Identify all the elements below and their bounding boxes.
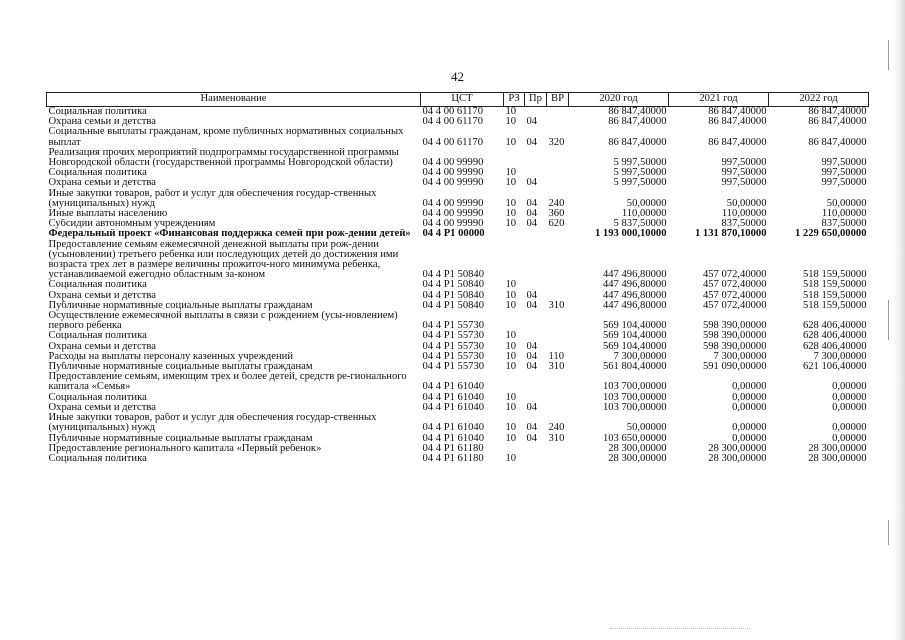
cell-year-2021: 0,00000: [732, 392, 767, 403]
cell-name: Публичные нормативные социальные выплаты гражданам: [48, 300, 313, 311]
cell-name: Предоставление семьям, имеющим трех и более детей, средств ре-гионального капитала «Семья»: [48, 372, 407, 393]
cell-cst: 04 4 00 99990: [422, 219, 484, 230]
table-row: [47, 311, 869, 331]
cell-pr: 04: [526, 178, 538, 189]
cell-name: Охрана семьи и детства: [48, 117, 156, 128]
cell-year-2022: 86 847,40000: [808, 136, 867, 148]
cell-vr: [547, 311, 569, 331]
cell-cst: 04 4 P1 00000: [422, 229, 485, 240]
cell-year-2021: 0,00000: [732, 381, 767, 393]
header-vr: ВР: [547, 93, 569, 107]
cell-vr: [547, 148, 569, 168]
cell-cst: 04 4 00 99990: [422, 168, 484, 179]
table-header: [47, 93, 869, 107]
cell-year-2021: 997,50000: [721, 168, 767, 179]
cell-year-2021: 598 390,00000: [702, 320, 767, 332]
scan-mark: [888, 40, 889, 70]
cell-name: Иные закупки товаров, работ и услуг для обеспечения государ-ственных (муниципальных) нужд: [48, 413, 377, 434]
cell-vr: 310: [548, 300, 565, 311]
cell-vr: 310: [548, 433, 565, 444]
cell-name: Социальная политика: [48, 106, 147, 117]
cell-pr: [525, 229, 547, 239]
cell-year-2021: 457 072,40000: [702, 280, 767, 291]
cell-name: Социальная политика: [48, 331, 147, 342]
cell-vr: 110: [548, 351, 564, 362]
table-row: [47, 280, 869, 290]
cell-cst: 04 4 P1 50840: [422, 280, 485, 291]
table-row: [47, 189, 869, 209]
cell-year-2022: 628 406,40000: [802, 341, 867, 352]
table-row: [47, 291, 869, 301]
cell-cst: 04 4 P1 61040: [422, 381, 485, 393]
table-row: [47, 372, 869, 392]
cell-vr: 360: [548, 209, 565, 220]
cell-year-2020: 447 496,80000: [602, 290, 667, 301]
cell-name: Охрана семьи и детства: [48, 402, 156, 413]
cell-year-2020: 5 997,50000: [613, 178, 667, 189]
cell-pr: 04: [526, 290, 538, 301]
page-number: 42: [451, 69, 464, 84]
cell-vr: [547, 372, 569, 392]
cell-year-2020: 569 104,40000: [602, 320, 667, 332]
cell-year-2022: 7 300,00000: [813, 351, 867, 362]
cell-year-2020: 103 700,00000: [602, 402, 667, 413]
cell-vr: 240: [548, 197, 565, 209]
cell-year-2021: 457 072,40000: [702, 290, 767, 301]
budget-table: [46, 92, 869, 464]
cell-year-2022: 518 159,50000: [802, 280, 867, 291]
cell-name: Социальные выплаты гражданам, кроме публичных нормативных социальных выплат: [48, 127, 404, 148]
cell-rz: 10: [505, 136, 517, 148]
cell-year-2022: 0,00000: [832, 402, 867, 413]
cell-year-2022: 518 159,50000: [802, 290, 867, 301]
cell-pr: [525, 240, 547, 281]
cell-cst: 04 4 00 99990: [422, 157, 484, 169]
cell-year-2022: 518 159,50000: [802, 269, 867, 281]
cell-name: Социальная политика: [48, 280, 147, 291]
cell-cst: 04 4 00 61170: [422, 117, 484, 128]
header-2021: 2021 год: [669, 93, 769, 107]
scan-edge-shadow: [891, 0, 905, 640]
cell-year-2022: 0,00000: [832, 433, 867, 444]
cell-year-2020: 447 496,80000: [602, 269, 667, 281]
cell-cst: 04 4 00 99990: [422, 209, 484, 220]
cell-cst: 04 4 00 61170: [422, 136, 484, 148]
cell-year-2022: 837,50000: [821, 219, 867, 230]
cell-year-2020: 5 837,50000: [613, 219, 667, 230]
cell-year-2022: 0,00000: [832, 381, 867, 393]
cell-year-2021: 0,00000: [732, 433, 767, 444]
cell-pr: 04: [526, 117, 538, 128]
cell-year-2021: 1 131 870,10000: [694, 229, 767, 240]
cell-cst: 04 4 00 99990: [422, 178, 484, 189]
cell-pr: [525, 168, 547, 178]
cell-year-2021: 86 847,40000: [708, 117, 767, 128]
table-row: [47, 434, 869, 444]
cell-cst: 04 4 P1 55730: [422, 331, 485, 342]
cell-pr: [525, 331, 547, 341]
cell-name: Иные выплаты населению: [48, 209, 168, 220]
cell-cst: 04 4 P1 50840: [422, 269, 485, 281]
table-row: [47, 240, 869, 281]
cell-name: Федеральный проект «Финансовая поддержка семей при рож-дении детей»: [48, 229, 411, 240]
cell-cst: 04 4 P1 61040: [422, 392, 485, 403]
cell-year-2021: 28 300,00000: [708, 443, 767, 454]
cell-rz: 10: [505, 197, 517, 209]
cell-year-2020: 110,00000: [621, 209, 667, 220]
cell-year-2022: 628 406,40000: [802, 320, 867, 332]
cell-pr: 04: [526, 209, 538, 220]
cell-year-2022: 110,00000: [821, 209, 867, 220]
cell-vr: [547, 403, 569, 413]
cell-year-2022: 0,00000: [832, 392, 867, 403]
cell-name: Социальная политика: [48, 168, 147, 179]
table-row: [47, 229, 869, 239]
cell-name: Публичные нормативные социальные выплаты гражданам: [48, 433, 313, 444]
cell-cst: 04 4 P1 55730: [422, 341, 485, 352]
cell-rz: 10: [505, 300, 517, 311]
cell-year-2022: 28 300,00000: [808, 453, 867, 464]
cell-vr: 310: [548, 362, 565, 373]
cell-year-2021: 110,00000: [721, 209, 767, 220]
cell-year-2020: 86 847,40000: [608, 106, 667, 117]
cell-rz: [504, 148, 525, 168]
table-row: [47, 352, 869, 362]
table-row: [47, 362, 869, 372]
cell-year-2021: 7 300,00000: [713, 351, 767, 362]
cell-pr: [525, 107, 547, 118]
cell-year-2020: 5 997,50000: [613, 168, 667, 179]
table-row: [47, 107, 869, 118]
cell-year-2021: 457 072,40000: [702, 300, 767, 311]
table-row: [47, 148, 869, 168]
cell-pr: [525, 393, 547, 403]
cell-year-2021: 837,50000: [721, 219, 767, 230]
cell-year-2021: 457 072,40000: [702, 269, 767, 281]
cell-year-2020: 28 300,00000: [608, 443, 667, 454]
cell-vr: [547, 229, 569, 239]
cell-year-2022: 997,50000: [821, 168, 867, 179]
cell-year-2022: 997,50000: [821, 157, 867, 169]
table-row: [47, 178, 869, 188]
cell-rz: 10: [505, 178, 517, 189]
cell-rz: 10: [505, 168, 517, 179]
cell-vr: [547, 107, 569, 118]
table-row: [47, 403, 869, 413]
cell-year-2020: 569 104,40000: [602, 331, 667, 342]
cell-year-2020: 7 300,00000: [613, 351, 667, 362]
cell-rz: 10: [505, 209, 517, 220]
cell-year-2022: 50,00000: [826, 197, 867, 209]
cell-year-2022: 86 847,40000: [808, 106, 867, 117]
table-row: [47, 413, 869, 433]
cell-cst: 04 4 P1 61040: [422, 402, 485, 413]
cell-vr: [547, 291, 569, 301]
cell-rz: 10: [505, 280, 517, 291]
cell-name: Иные закупки товаров, работ и услуг для обеспечения государ-ственных (муниципальных) нужд: [48, 188, 377, 209]
cell-cst: 04 4 P1 55730: [422, 320, 485, 332]
header-2020: 2020 год: [569, 93, 669, 107]
cell-cst: 04 4 P1 61040: [422, 422, 485, 434]
cell-vr: [547, 342, 569, 352]
cell-cst: 04 4 P1 50840: [422, 290, 485, 301]
cell-rz: [504, 444, 525, 454]
table-body: [47, 107, 869, 465]
cell-pr: 04: [526, 219, 538, 230]
cell-name: Субсидии автономным учреждениям: [48, 219, 216, 230]
cell-year-2020: 1 193 000,10000: [594, 229, 667, 240]
cell-rz: [504, 311, 525, 331]
cell-rz: 10: [505, 331, 517, 342]
cell-year-2020: 50,00000: [626, 197, 667, 209]
cell-vr: [547, 240, 569, 281]
cell-cst: 04 4 P1 55730: [422, 362, 485, 373]
cell-pr: [525, 280, 547, 290]
cell-year-2021: 0,00000: [732, 422, 767, 434]
table-row: [47, 127, 869, 147]
cell-rz: 10: [505, 290, 517, 301]
cell-year-2021: 591 090,00000: [702, 362, 767, 373]
header-cst: ЦСТ: [421, 93, 504, 107]
cell-vr: [547, 454, 569, 464]
cell-rz: 10: [505, 392, 517, 403]
cell-rz: 10: [505, 402, 517, 413]
cell-name: Социальная политика: [48, 453, 147, 464]
cell-pr: [525, 311, 547, 331]
cell-name: Социальная политика: [48, 392, 147, 403]
cell-year-2020: 561 804,40000: [602, 362, 667, 373]
cell-pr: 04: [526, 433, 538, 444]
cell-rz: 10: [505, 422, 517, 434]
cell-name: Расходы на выплаты персоналу казенных учреждений: [48, 351, 293, 362]
cell-name: Охрана семьи и детства: [48, 290, 156, 301]
cell-rz: 10: [505, 362, 517, 373]
table-row: [47, 168, 869, 178]
table-row: [47, 219, 869, 229]
cell-year-2020: 447 496,80000: [602, 300, 667, 311]
table-row: [47, 117, 869, 127]
cell-rz: 10: [505, 341, 517, 352]
cell-vr: [547, 178, 569, 188]
cell-name: Предоставление регионального капитала «Первый ребенок»: [48, 443, 322, 454]
cell-name: Осуществление ежемесячной выплаты в связи с рождением (усы-новлением) первого ребенка: [48, 311, 398, 332]
cell-vr: 320: [548, 136, 565, 148]
cell-year-2022: 621 106,40000: [802, 362, 867, 373]
cell-pr: 04: [526, 341, 538, 352]
cell-year-2020: 28 300,00000: [608, 453, 667, 464]
cell-name: Реализация прочих мероприятий подпрограммы государственной программы Новгородской области (государственной программы Новгородской области): [48, 147, 399, 169]
cell-name: Охрана семьи и детства: [48, 178, 156, 189]
cell-year-2020: 86 847,40000: [608, 117, 667, 128]
cell-year-2022: 1 229 650,00000: [794, 229, 867, 240]
cell-year-2020: 447 496,80000: [602, 280, 667, 291]
cell-pr: 04: [526, 197, 538, 209]
cell-year-2021: 86 847,40000: [708, 136, 767, 148]
cell-rz: 10: [505, 351, 517, 362]
cell-name: Предоставление семьям ежемесячной денежной выплаты при рож-дении (усыновлении) третьего ребенка или последующих детей до достижения ими возраста трех лет в размере величины прожиточ-ного минимума ребенка, устанавливаемой ежегодно областным за-коном: [48, 239, 399, 281]
cell-year-2022: 28 300,00000: [808, 443, 867, 454]
cell-year-2022: 86 847,40000: [808, 117, 867, 128]
table-row: [47, 209, 869, 219]
cell-rz: 10: [505, 117, 517, 128]
header-pr: Пр: [525, 93, 547, 107]
header-name: Наименование: [47, 93, 421, 107]
cell-rz: 10: [505, 453, 517, 464]
scan-dots: [610, 628, 750, 633]
cell-year-2020: 50,00000: [626, 422, 667, 434]
cell-year-2021: 997,50000: [721, 157, 767, 169]
cell-vr: 240: [548, 422, 565, 434]
cell-year-2022: 628 406,40000: [802, 331, 867, 342]
cell-pr: 04: [526, 422, 538, 434]
cell-year-2020: 86 847,40000: [608, 136, 667, 148]
cell-year-2021: 598 390,00000: [702, 331, 767, 342]
header-2022: 2022 год: [769, 93, 869, 107]
table-row: [47, 393, 869, 403]
cell-name: Публичные нормативные социальные выплаты гражданам: [48, 362, 313, 373]
cell-year-2020: 569 104,40000: [602, 341, 667, 352]
cell-year-2022: 997,50000: [821, 178, 867, 189]
header-rz: РЗ: [504, 93, 525, 107]
table-row: [47, 331, 869, 341]
cell-pr: 04: [526, 300, 538, 311]
cell-vr: [547, 444, 569, 454]
table-row: [47, 342, 869, 352]
cell-year-2022: 0,00000: [832, 422, 867, 434]
cell-year-2022: 518 159,50000: [802, 300, 867, 311]
cell-vr: [547, 331, 569, 341]
cell-cst: 04 4 P1 50840: [422, 300, 485, 311]
cell-vr: [547, 168, 569, 178]
cell-cst: 04 4 00 99990: [422, 197, 484, 209]
cell-cst: 04 4 P1 61040: [422, 433, 485, 444]
cell-rz: 10: [505, 219, 517, 230]
cell-vr: [547, 393, 569, 403]
cell-cst: 04 4 P1 55730: [422, 351, 485, 362]
cell-rz: [504, 372, 525, 392]
cell-year-2021: 997,50000: [721, 178, 767, 189]
cell-rz: [504, 240, 525, 281]
cell-rz: 10: [505, 433, 517, 444]
cell-pr: [525, 444, 547, 454]
cell-pr: 04: [526, 402, 538, 413]
cell-year-2021: 50,00000: [726, 197, 767, 209]
cell-pr: 04: [526, 136, 538, 148]
cell-pr: [525, 454, 547, 464]
cell-cst: 04 4 P1 61180: [422, 453, 484, 464]
cell-year-2021: 598 390,00000: [702, 341, 767, 352]
cell-vr: 620: [548, 219, 565, 230]
cell-pr: 04: [526, 362, 538, 373]
cell-rz: [504, 229, 525, 239]
cell-year-2020: 103 700,00000: [602, 381, 667, 393]
cell-rz: 10: [505, 106, 517, 117]
cell-year-2021: 86 847,40000: [708, 106, 767, 117]
cell-pr: [525, 148, 547, 168]
cell-pr: 04: [526, 351, 538, 362]
cell-vr: [547, 280, 569, 290]
cell-year-2020: 103 700,00000: [602, 392, 667, 403]
cell-year-2021: 0,00000: [732, 402, 767, 413]
table-row: [47, 444, 869, 454]
scan-mark: [888, 520, 889, 545]
cell-year-2020: 5 997,50000: [613, 157, 667, 169]
table-row: [47, 301, 869, 311]
scan-mark: [888, 300, 889, 340]
table-row: [47, 454, 869, 464]
cell-cst: 04 4 00 61170: [422, 106, 484, 117]
cell-year-2020: 103 650,00000: [602, 433, 667, 444]
cell-pr: [525, 372, 547, 392]
cell-vr: [547, 117, 569, 127]
cell-name: Охрана семьи и детства: [48, 341, 156, 352]
cell-year-2021: 28 300,00000: [708, 453, 767, 464]
cell-cst: 04 4 P1 61180: [422, 443, 484, 454]
